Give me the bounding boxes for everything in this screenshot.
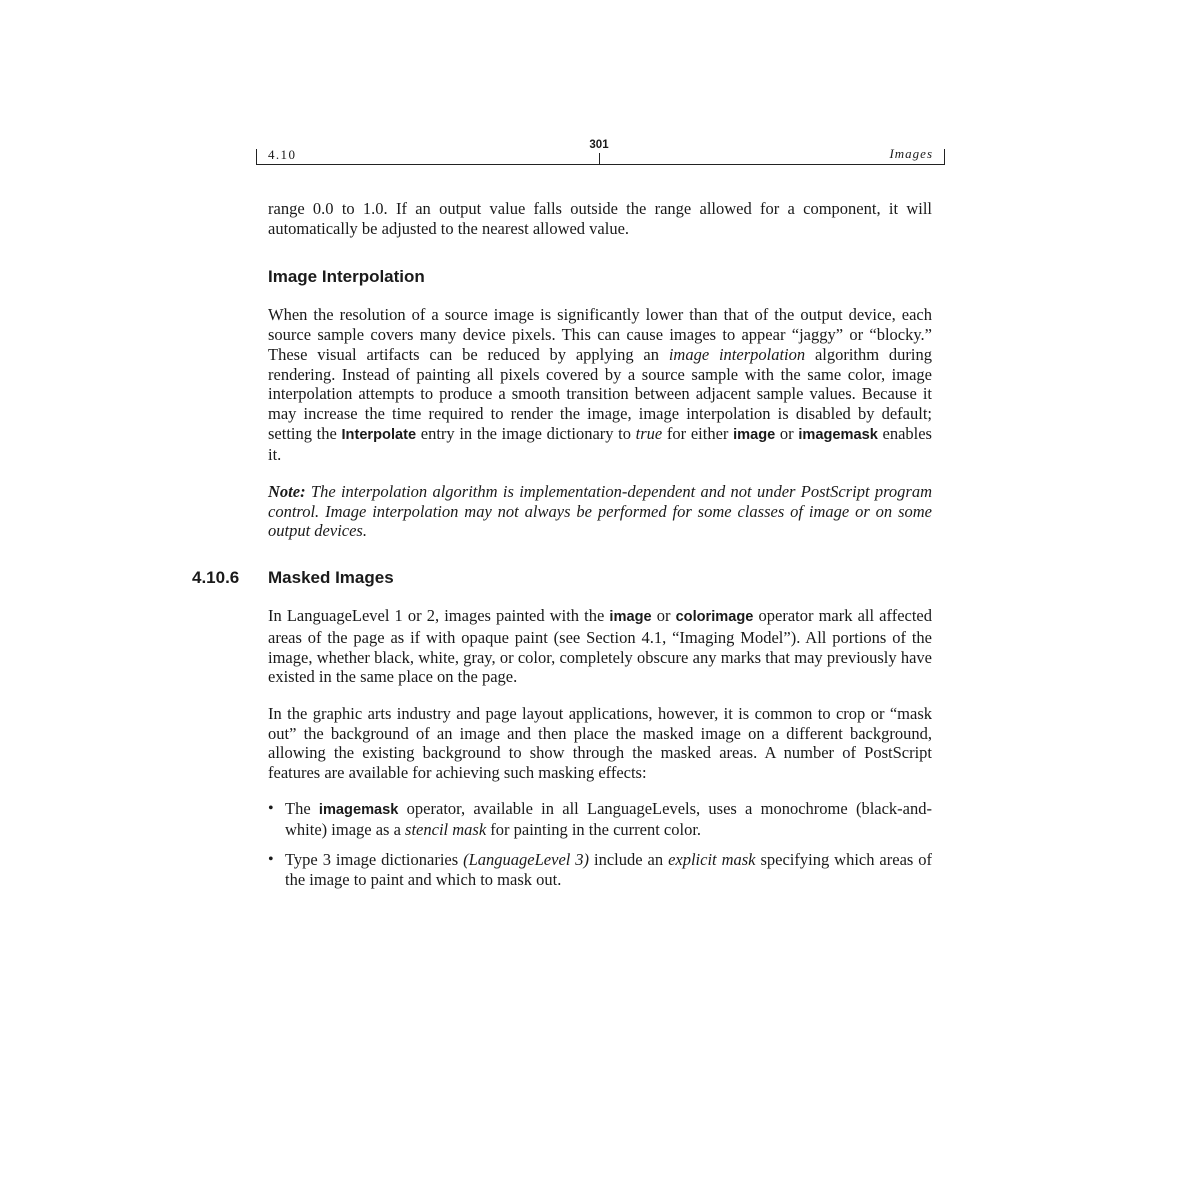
list-item	[268, 850, 932, 889]
masked-paragraph-1	[268, 606, 932, 687]
operator-colorimage: colorimage	[675, 609, 754, 626]
term-stencil-mask: stencil mask	[405, 820, 487, 840]
term-image-interpolation: image interpolation	[668, 344, 806, 364]
subsection-heading-interpolation: Image Interpolation	[268, 267, 425, 287]
intro-paragraph: range 0.0 to 1.0. If an output value falls outside the range allowed for a component, it will automatically be adjusted to the nearest allowed value.	[268, 199, 932, 238]
text-run: entry in the image dictionary to	[416, 423, 636, 443]
note-label: Note:	[268, 482, 306, 502]
header-rule	[256, 164, 945, 165]
text-run: or	[775, 423, 799, 443]
text-run: for painting in the current color.	[486, 820, 702, 840]
text-run: Type 3 image dictionaries	[285, 850, 464, 870]
text-run: operator, available in all LanguageLevels, uses a monochrome (black-and-white) image as a	[285, 798, 932, 840]
page-number: 301	[589, 139, 609, 151]
section-number: 4.10.6	[192, 568, 240, 588]
term-languagelevel-3: (LanguageLevel 3)	[463, 850, 590, 870]
text-run: enables it.	[268, 423, 932, 465]
page-body	[192, 199, 933, 890]
masked-paragraph-2: In the graphic arts industry and page layout applications, however, it is common to crop or “mask out” the background of an image and then place the masked image on a different background, allowing the existing background to show through the masked areas. A number of PostScript features are available for achieving such masking effects:	[268, 703, 932, 783]
text-run: operator mark all affected areas of the page as if with opaque paint (see Section 4.1, “Imaging Model”). All portions of the image, whether black, white, gray, or color, completely obscure any marks that may previously have existed in the same place on the page.	[268, 606, 933, 687]
text-run: or	[651, 606, 676, 626]
term-explicit-mask: explicit mask	[668, 850, 756, 870]
operator-image: image	[609, 609, 652, 626]
text-run: for either	[662, 423, 734, 443]
bullet-icon: •	[268, 799, 274, 817]
masking-features-list	[268, 799, 932, 890]
bullet-icon: •	[268, 851, 274, 869]
operator-image: image	[733, 426, 776, 443]
value-true: true	[635, 423, 663, 443]
header-left-tick	[256, 149, 257, 165]
section-title: Masked Images	[268, 568, 394, 588]
text-run: include an	[589, 850, 669, 870]
header-section-number: 4.10	[268, 147, 297, 162]
operator-imagemask: imagemask	[318, 801, 399, 818]
text-run: When the resolution of a source image is significantly lower than that of the output device, each source sample covers many device pixels. This can cause images to appear “jaggy” or “blocky.” These visual artifacts can be reduced by applying an	[268, 305, 932, 364]
text-run: specifying which areas of the image to paint and which to mask out.	[285, 850, 933, 889]
key-interpolate: Interpolate	[341, 426, 417, 443]
note-paragraph	[268, 482, 932, 541]
operator-imagemask: imagemask	[798, 426, 878, 443]
header-right-tick	[944, 149, 945, 165]
note-text: The interpolation algorithm is implementation-dependent and not under PostScript program control. Image interpolation may not always be performed for some classes of image or on some output devices.	[268, 482, 932, 541]
section-heading-masked-images	[192, 567, 932, 589]
list-item	[268, 799, 932, 840]
page-header	[256, 139, 945, 167]
running-title: Images	[889, 146, 933, 161]
interpolation-paragraph	[268, 305, 932, 465]
text-run: In LanguageLevel 1 or 2, images painted with the	[268, 606, 610, 626]
text-run: algorithm during rendering. Instead of painting all pixels covered by a source sample with the same color, image interpolation attempts to produce a smooth transition between adjacent sample values. Because it may increase the time required to render the image, image interpolation is disabled by default; setting the	[268, 344, 932, 443]
text-run: The	[285, 798, 319, 818]
